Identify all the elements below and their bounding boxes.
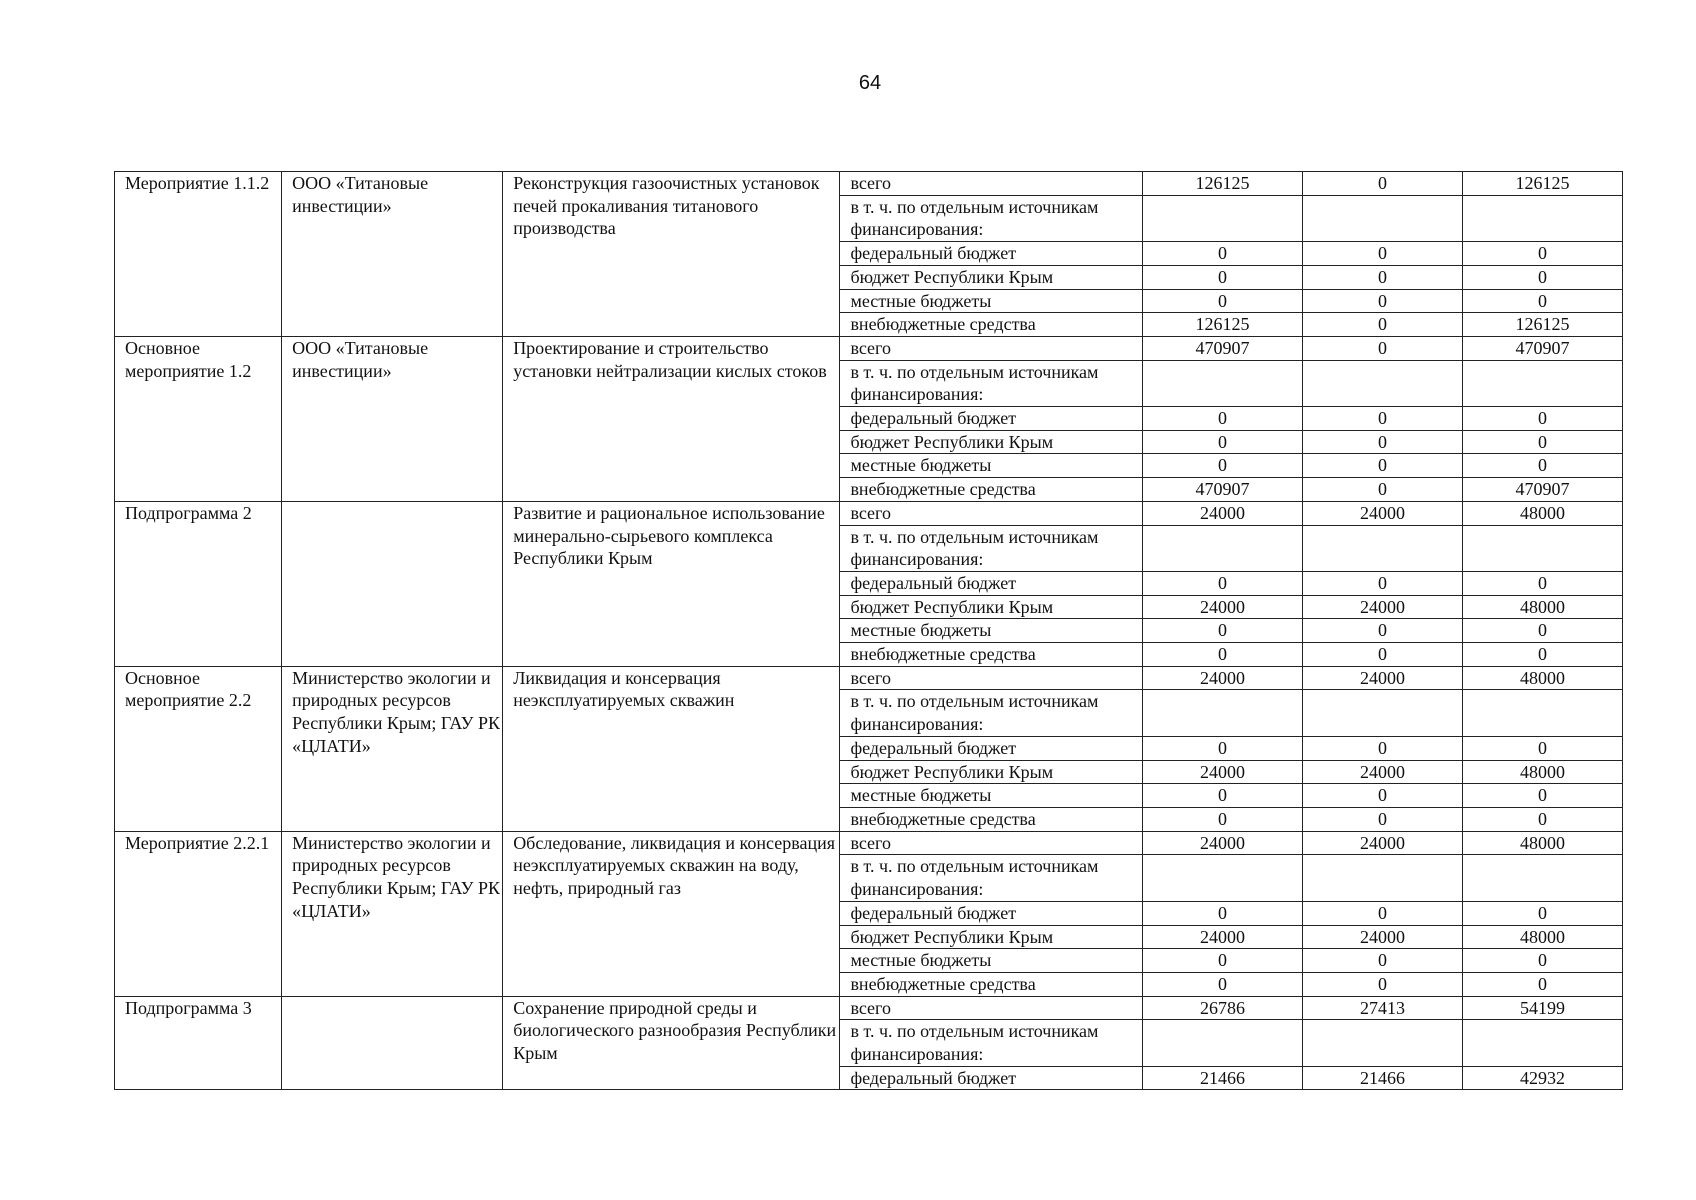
amount-year-2: 24000: [1303, 666, 1463, 690]
block-item-name: Основное мероприятие 2.2: [115, 666, 282, 831]
amount-year-2: 24000: [1303, 501, 1463, 525]
amount-year-2: 24000: [1303, 760, 1463, 784]
amount-year-3: 48000: [1462, 595, 1622, 619]
block-description: Сохранение природной среды и биологического разнообразия Республики Крым: [503, 996, 840, 1090]
amount-year-1: 0: [1143, 242, 1303, 266]
table-row: [115, 336, 1623, 360]
amount-year-2: 0: [1303, 949, 1463, 973]
amount-year-3: [1462, 195, 1622, 241]
table-row: [115, 831, 1623, 855]
funding-source: местные бюджеты: [840, 289, 1143, 313]
amount-year-2: 0: [1303, 619, 1463, 643]
amount-year-1: 0: [1143, 901, 1303, 925]
funding-source: внебюджетные средства: [840, 313, 1143, 337]
page-number: 64: [858, 72, 882, 94]
amount-year-1: 0: [1143, 972, 1303, 996]
amount-year-3: [1462, 1020, 1622, 1066]
table-row: [115, 666, 1623, 690]
amount-year-3: 0: [1462, 454, 1622, 478]
amount-year-2: 0: [1303, 407, 1463, 431]
funding-source: всего: [840, 666, 1143, 690]
funding-source: внебюджетные средства: [840, 807, 1143, 831]
amount-year-3: 0: [1462, 242, 1622, 266]
amount-year-3: [1462, 690, 1622, 736]
amount-year-2: [1303, 690, 1463, 736]
amount-year-3: 0: [1462, 901, 1622, 925]
funding-source: всего: [840, 336, 1143, 360]
amount-year-1: 0: [1143, 571, 1303, 595]
funding-source: в т. ч. по отдельным источникам финансирования:: [840, 525, 1143, 571]
amount-year-1: 24000: [1143, 666, 1303, 690]
funding-source: в т. ч. по отдельным источникам финансирования:: [840, 195, 1143, 241]
funding-source: федеральный бюджет: [840, 242, 1143, 266]
block-executor: [282, 501, 503, 666]
amount-year-1: 0: [1143, 619, 1303, 643]
block-item-name: Мероприятие 1.1.2: [115, 172, 282, 337]
block-executor: ООО «Титановые инвестиции»: [282, 172, 503, 337]
amount-year-3: 54199: [1462, 996, 1622, 1020]
amount-year-2: 21466: [1303, 1066, 1463, 1090]
amount-year-1: [1143, 195, 1303, 241]
funding-source: всего: [840, 996, 1143, 1020]
amount-year-2: 0: [1303, 454, 1463, 478]
amount-year-1: [1143, 1020, 1303, 1066]
amount-year-2: 0: [1303, 571, 1463, 595]
funding-source: всего: [840, 831, 1143, 855]
amount-year-2: [1303, 1020, 1463, 1066]
funding-source: местные бюджеты: [840, 619, 1143, 643]
amount-year-1: [1143, 855, 1303, 901]
funding-source: федеральный бюджет: [840, 1066, 1143, 1090]
block-description: Реконструкция газоочистных установок печей прокаливания титанового производства: [503, 172, 840, 337]
amount-year-2: [1303, 525, 1463, 571]
amount-year-2: 0: [1303, 736, 1463, 760]
block-executor: ООО «Титановые инвестиции»: [282, 336, 503, 501]
amount-year-1: 0: [1143, 643, 1303, 667]
amount-year-1: 0: [1143, 407, 1303, 431]
amount-year-2: 24000: [1303, 595, 1463, 619]
amount-year-1: 24000: [1143, 925, 1303, 949]
financing-table: [114, 171, 1623, 1090]
amount-year-3: 0: [1462, 784, 1622, 808]
block-description: Ликвидация и консервация неэксплуатируемых скважин: [503, 666, 840, 831]
amount-year-1: [1143, 525, 1303, 571]
funding-source: местные бюджеты: [840, 949, 1143, 973]
funding-source: внебюджетные средства: [840, 643, 1143, 667]
amount-year-1: 0: [1143, 430, 1303, 454]
table-row: [115, 172, 1623, 196]
amount-year-1: 24000: [1143, 501, 1303, 525]
funding-source: бюджет Республики Крым: [840, 760, 1143, 784]
amount-year-3: 470907: [1462, 478, 1622, 502]
amount-year-3: 0: [1462, 807, 1622, 831]
amount-year-1: [1143, 690, 1303, 736]
amount-year-2: 0: [1303, 242, 1463, 266]
amount-year-3: 42932: [1462, 1066, 1622, 1090]
amount-year-3: 0: [1462, 407, 1622, 431]
funding-source: внебюджетные средства: [840, 972, 1143, 996]
amount-year-2: 0: [1303, 784, 1463, 808]
amount-year-1: 0: [1143, 807, 1303, 831]
amount-year-3: 48000: [1462, 760, 1622, 784]
amount-year-3: [1462, 360, 1622, 406]
block-description: Развитие и рациональное использование минерально-сырьевого комплекса Республики Крым: [503, 501, 840, 666]
amount-year-2: 0: [1303, 478, 1463, 502]
amount-year-3: 126125: [1462, 313, 1622, 337]
amount-year-3: 48000: [1462, 666, 1622, 690]
amount-year-2: [1303, 855, 1463, 901]
amount-year-3: 470907: [1462, 336, 1622, 360]
amount-year-3: 0: [1462, 736, 1622, 760]
funding-source: местные бюджеты: [840, 784, 1143, 808]
amount-year-2: [1303, 195, 1463, 241]
block-item-name: Мероприятие 2.2.1: [115, 831, 282, 996]
amount-year-3: 0: [1462, 619, 1622, 643]
amount-year-1: 24000: [1143, 595, 1303, 619]
block-description: Обследование, ликвидация и консервация неэксплуатируемых скважин на воду, нефть, природный газ: [503, 831, 840, 996]
amount-year-2: [1303, 360, 1463, 406]
block-executor: Министерство экологии и природных ресурсов Республики Крым; ГАУ РК «ЦЛАТИ»: [282, 831, 503, 996]
amount-year-2: 0: [1303, 172, 1463, 196]
table-row: [115, 996, 1623, 1020]
amount-year-3: 48000: [1462, 831, 1622, 855]
amount-year-1: 126125: [1143, 172, 1303, 196]
amount-year-1: 0: [1143, 949, 1303, 973]
amount-year-2: 0: [1303, 901, 1463, 925]
block-executor: Министерство экологии и природных ресурсов Республики Крым; ГАУ РК «ЦЛАТИ»: [282, 666, 503, 831]
amount-year-3: 0: [1462, 430, 1622, 454]
amount-year-3: 0: [1462, 643, 1622, 667]
funding-source: федеральный бюджет: [840, 901, 1143, 925]
block-item-name: Подпрограмма 2: [115, 501, 282, 666]
amount-year-2: 24000: [1303, 831, 1463, 855]
amount-year-2: 27413: [1303, 996, 1463, 1020]
funding-source: федеральный бюджет: [840, 571, 1143, 595]
amount-year-1: [1143, 360, 1303, 406]
amount-year-1: 470907: [1143, 478, 1303, 502]
amount-year-1: 0: [1143, 784, 1303, 808]
amount-year-2: 0: [1303, 643, 1463, 667]
amount-year-3: 48000: [1462, 925, 1622, 949]
funding-source: в т. ч. по отдельным источникам финансирования:: [840, 1020, 1143, 1066]
amount-year-1: 26786: [1143, 996, 1303, 1020]
amount-year-3: 48000: [1462, 501, 1622, 525]
amount-year-2: 0: [1303, 807, 1463, 831]
funding-source: внебюджетные средства: [840, 478, 1143, 502]
funding-source: бюджет Республики Крым: [840, 265, 1143, 289]
amount-year-2: 24000: [1303, 925, 1463, 949]
amount-year-1: 21466: [1143, 1066, 1303, 1090]
amount-year-3: [1462, 525, 1622, 571]
funding-source: бюджет Республики Крым: [840, 430, 1143, 454]
amount-year-3: 0: [1462, 289, 1622, 313]
amount-year-2: 0: [1303, 265, 1463, 289]
amount-year-3: 0: [1462, 265, 1622, 289]
block-executor: [282, 996, 503, 1090]
amount-year-3: 0: [1462, 972, 1622, 996]
amount-year-2: 0: [1303, 430, 1463, 454]
amount-year-2: 0: [1303, 336, 1463, 360]
amount-year-3: 126125: [1462, 172, 1622, 196]
block-item-name: Подпрограмма 3: [115, 996, 282, 1090]
amount-year-2: 0: [1303, 313, 1463, 337]
amount-year-1: 0: [1143, 289, 1303, 313]
amount-year-3: 0: [1462, 571, 1622, 595]
funding-source: в т. ч. по отдельным источникам финансирования:: [840, 360, 1143, 406]
funding-source: в т. ч. по отдельным источникам финансирования:: [840, 855, 1143, 901]
block-description: Проектирование и строительство установки нейтрализации кислых стоков: [503, 336, 840, 501]
funding-source: федеральный бюджет: [840, 736, 1143, 760]
funding-source: бюджет Республики Крым: [840, 595, 1143, 619]
amount-year-1: 470907: [1143, 336, 1303, 360]
funding-source: федеральный бюджет: [840, 407, 1143, 431]
block-item-name: Основное мероприятие 1.2: [115, 336, 282, 501]
funding-source: местные бюджеты: [840, 454, 1143, 478]
amount-year-3: [1462, 855, 1622, 901]
amount-year-2: 0: [1303, 972, 1463, 996]
amount-year-2: 0: [1303, 289, 1463, 313]
funding-source: всего: [840, 172, 1143, 196]
financing-table-body: [115, 172, 1623, 1090]
amount-year-1: 0: [1143, 265, 1303, 289]
amount-year-1: 0: [1143, 736, 1303, 760]
amount-year-1: 24000: [1143, 760, 1303, 784]
funding-source: всего: [840, 501, 1143, 525]
funding-source: в т. ч. по отдельным источникам финансирования:: [840, 690, 1143, 736]
amount-year-1: 24000: [1143, 831, 1303, 855]
amount-year-1: 126125: [1143, 313, 1303, 337]
funding-source: бюджет Республики Крым: [840, 925, 1143, 949]
table-row: [115, 501, 1623, 525]
amount-year-3: 0: [1462, 949, 1622, 973]
amount-year-1: 0: [1143, 454, 1303, 478]
